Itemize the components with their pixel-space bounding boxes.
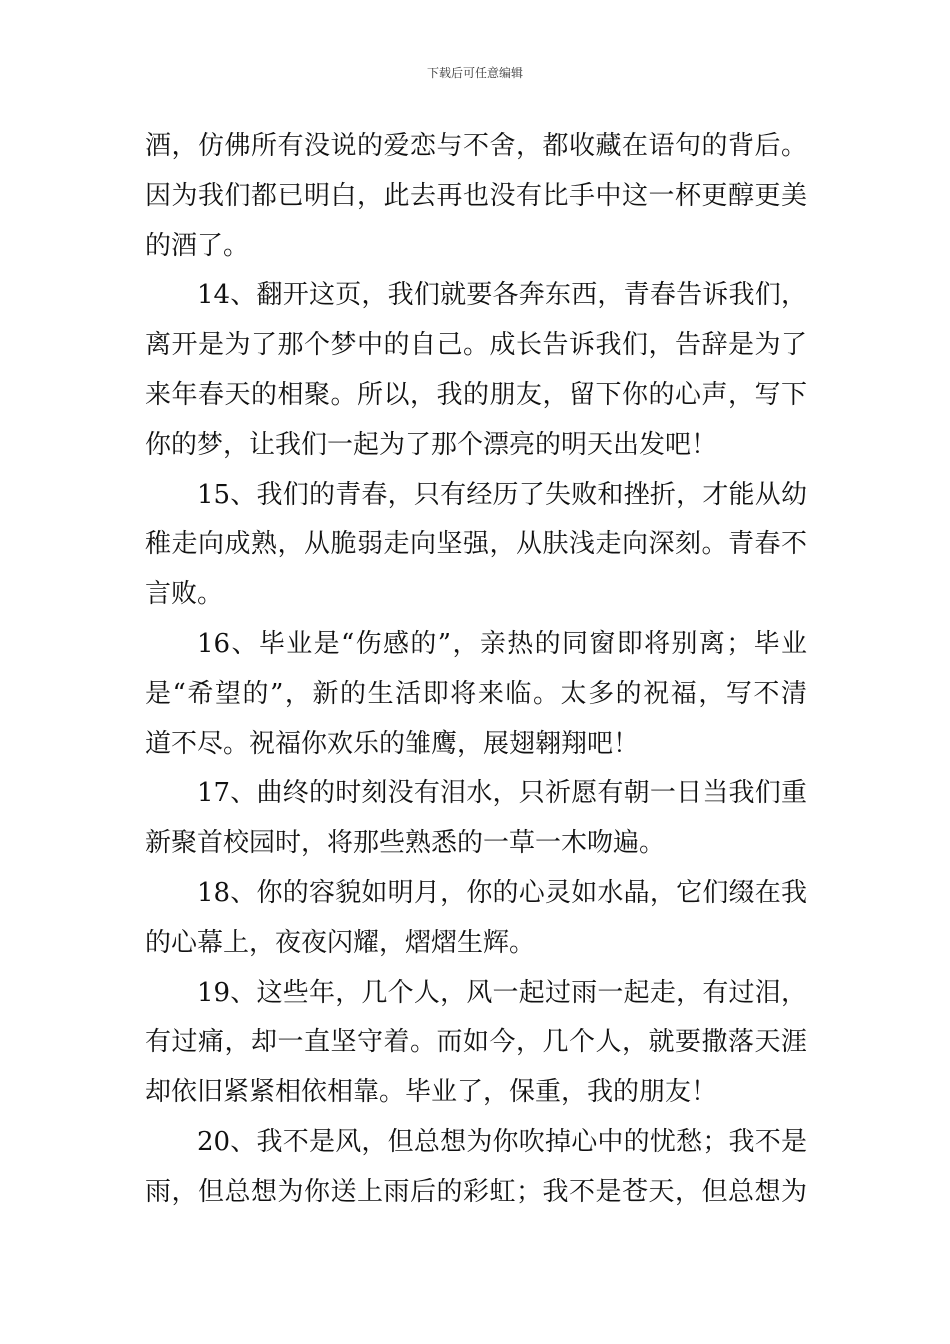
text-line: 稚走向成熟，从脆弱走向坚强，从肤浅走向深刻。青春不 [145,529,807,560]
text-line: 新聚首校园时，将那些熟悉的一草一木吻遍。 [145,828,666,859]
text-line: 因为我们都已明白，此去再也没有比手中这一杯更醇更美 [145,180,807,211]
text-line: 雨，但总想为你送上雨后的彩虹；我不是苍天，但总想为 [145,1176,807,1207]
text-line: 是“希望的”，新的生活即将来临。太多的祝福，写不清 [145,678,807,709]
text-line: 你的梦，让我们一起为了那个漂亮的明天出发吧！ [145,429,718,460]
document-body [145,122,807,1218]
text-line: 20、我不是风，但总想为你吹掉心中的忧愁；我不是 [197,1126,807,1157]
text-line: 16、毕业是“伤感的”，亲热的同窗即将别离；毕业 [197,628,807,659]
text-line: 15、我们的青春，只有经历了失败和挫折，才能从幼 [197,479,807,510]
text-line: 17、曲终的时刻没有泪水，只祈愿有朝一日当我们重 [197,778,807,809]
text-line: 18、你的容貌如明月，你的心灵如水晶，它们缀在我 [197,877,807,908]
text-line: 离开是为了那个梦中的自己。成长告诉我们，告辞是为了 [145,330,807,361]
text-line: 有过痛，却一直坚守着。而如今，几个人，就要撒落天涯 [145,1027,807,1058]
text-line: 来年春天的相聚。所以，我的朋友，留下你的心声，写下 [145,379,807,410]
text-line: 却依旧紧紧相依相靠。毕业了，保重，我的朋友！ [145,1077,718,1108]
text-line: 的心幕上，夜夜闪耀，熠熠生辉。 [145,927,536,958]
text-line: 的酒了。 [145,230,250,261]
text-line: 言败。 [145,579,224,610]
text-line: 19、这些年，几个人，风一起过雨一起走，有过泪， [197,977,807,1008]
text-line: 道不尽。祝福你欢乐的雏鹰，展翅翱翔吧！ [145,728,640,759]
text-line: 14、翻开这页，我们就要各奔东西，青春告诉我们， [197,280,807,311]
page-header: 下载后可任意编辑 [426,66,523,80]
text-line: 酒，仿佛所有没说的爱恋与不舍，都收藏在语句的背后。 [145,131,807,161]
